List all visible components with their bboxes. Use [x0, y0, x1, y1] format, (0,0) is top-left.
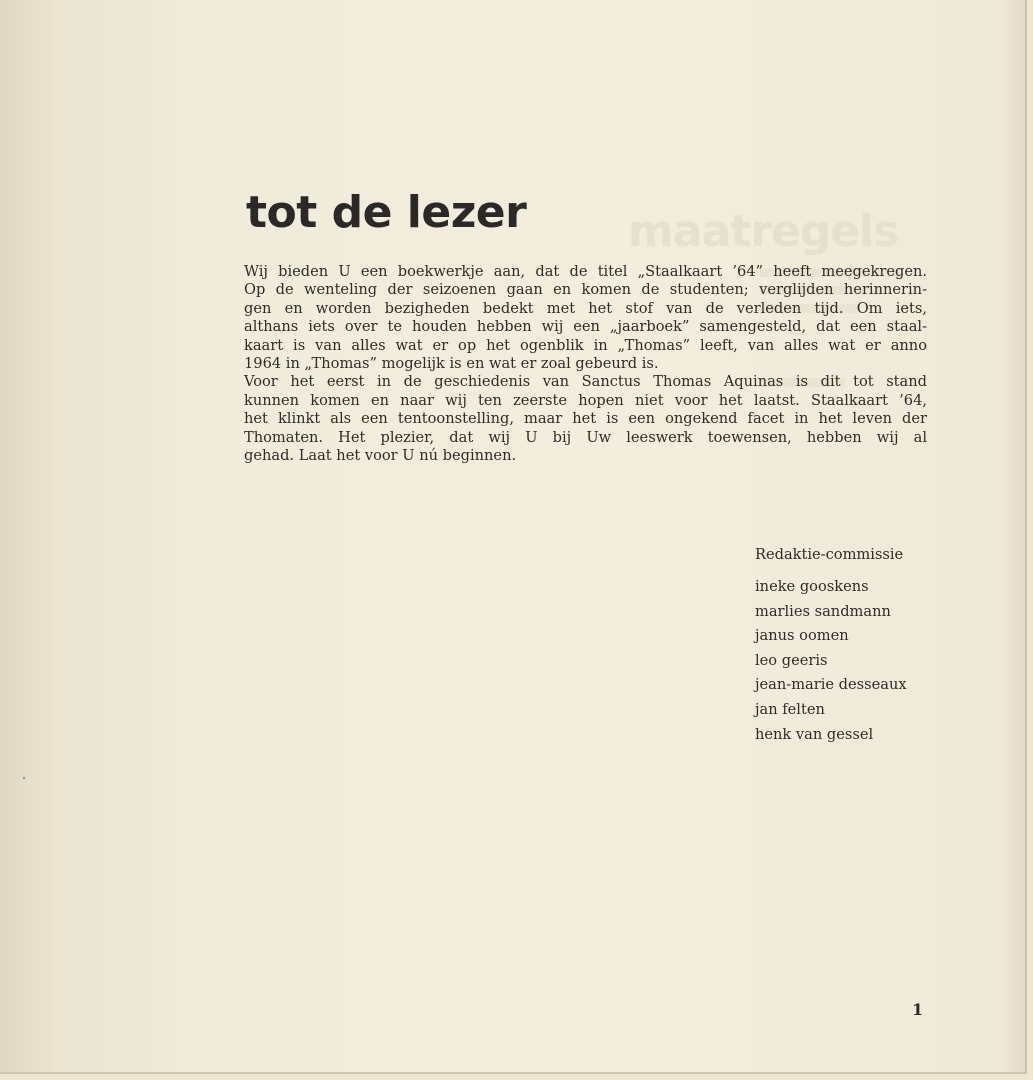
- text-line: Op de wenteling der seizoenen gaan en komen de studenten; verglijden herinnerin-: [244, 281, 927, 299]
- committee-member: henk van gessel: [755, 725, 874, 743]
- committee-member: ineke gooskens: [755, 578, 869, 595]
- committee-member: janus oomen: [755, 627, 849, 645]
- bleed-through-heading: maatregels: [628, 206, 899, 257]
- page-number: 1: [912, 1000, 924, 1019]
- text-line: Voor het eerst in de geschiedenis van Sanctus Thomas Aquinas is dit tot stand: [244, 373, 927, 391]
- text-line: kunnen komen en naar wij ten zeerste hopen niet voor het laatst. Staalkaart ’64,: [244, 391, 927, 409]
- text-line: het klinkt als een tentoonstelling, maar het is een ongekend facet in het leven der: [244, 410, 927, 428]
- committee-member: leo geeris: [755, 651, 828, 669]
- foreword-text: [244, 263, 927, 465]
- text-line: althans iets over te houden hebben wij een „jaarboek” samengesteld, dat een staal-: [244, 318, 927, 336]
- editorial-committee: [755, 544, 907, 747]
- page-title: tot de lezer: [246, 187, 527, 238]
- text-line: Wij bieden U een boekwerkje aan, dat de titel „Staalkaart ’64” heeft meegekregen.: [244, 263, 927, 280]
- committee-member: jean-marie desseaux: [755, 676, 907, 694]
- paper-speck: [23, 777, 25, 779]
- committee-member: jan felten: [755, 700, 825, 718]
- text-line: gehad. Laat het voor U nú beginnen.: [244, 446, 517, 464]
- committee-member: marlies sandmann: [755, 602, 891, 620]
- text-line: 1964 in „Thomas” mogelijk is en wat er zoal gebeurd is.: [244, 354, 659, 372]
- committee-heading: Redaktie-commissie: [755, 546, 904, 563]
- text-line: Thomaten. Het plezier, dat wij U bij Uw leeswerk toewensen, hebben wij al: [244, 428, 927, 446]
- text-line: kaart is van alles wat er op het ogenblik in „Thomas” leeft, van alles wat er anno: [244, 336, 927, 354]
- text-line: gen en worden bezigheden bedekt met het stof van de verleden tijd. Om iets,: [244, 299, 927, 317]
